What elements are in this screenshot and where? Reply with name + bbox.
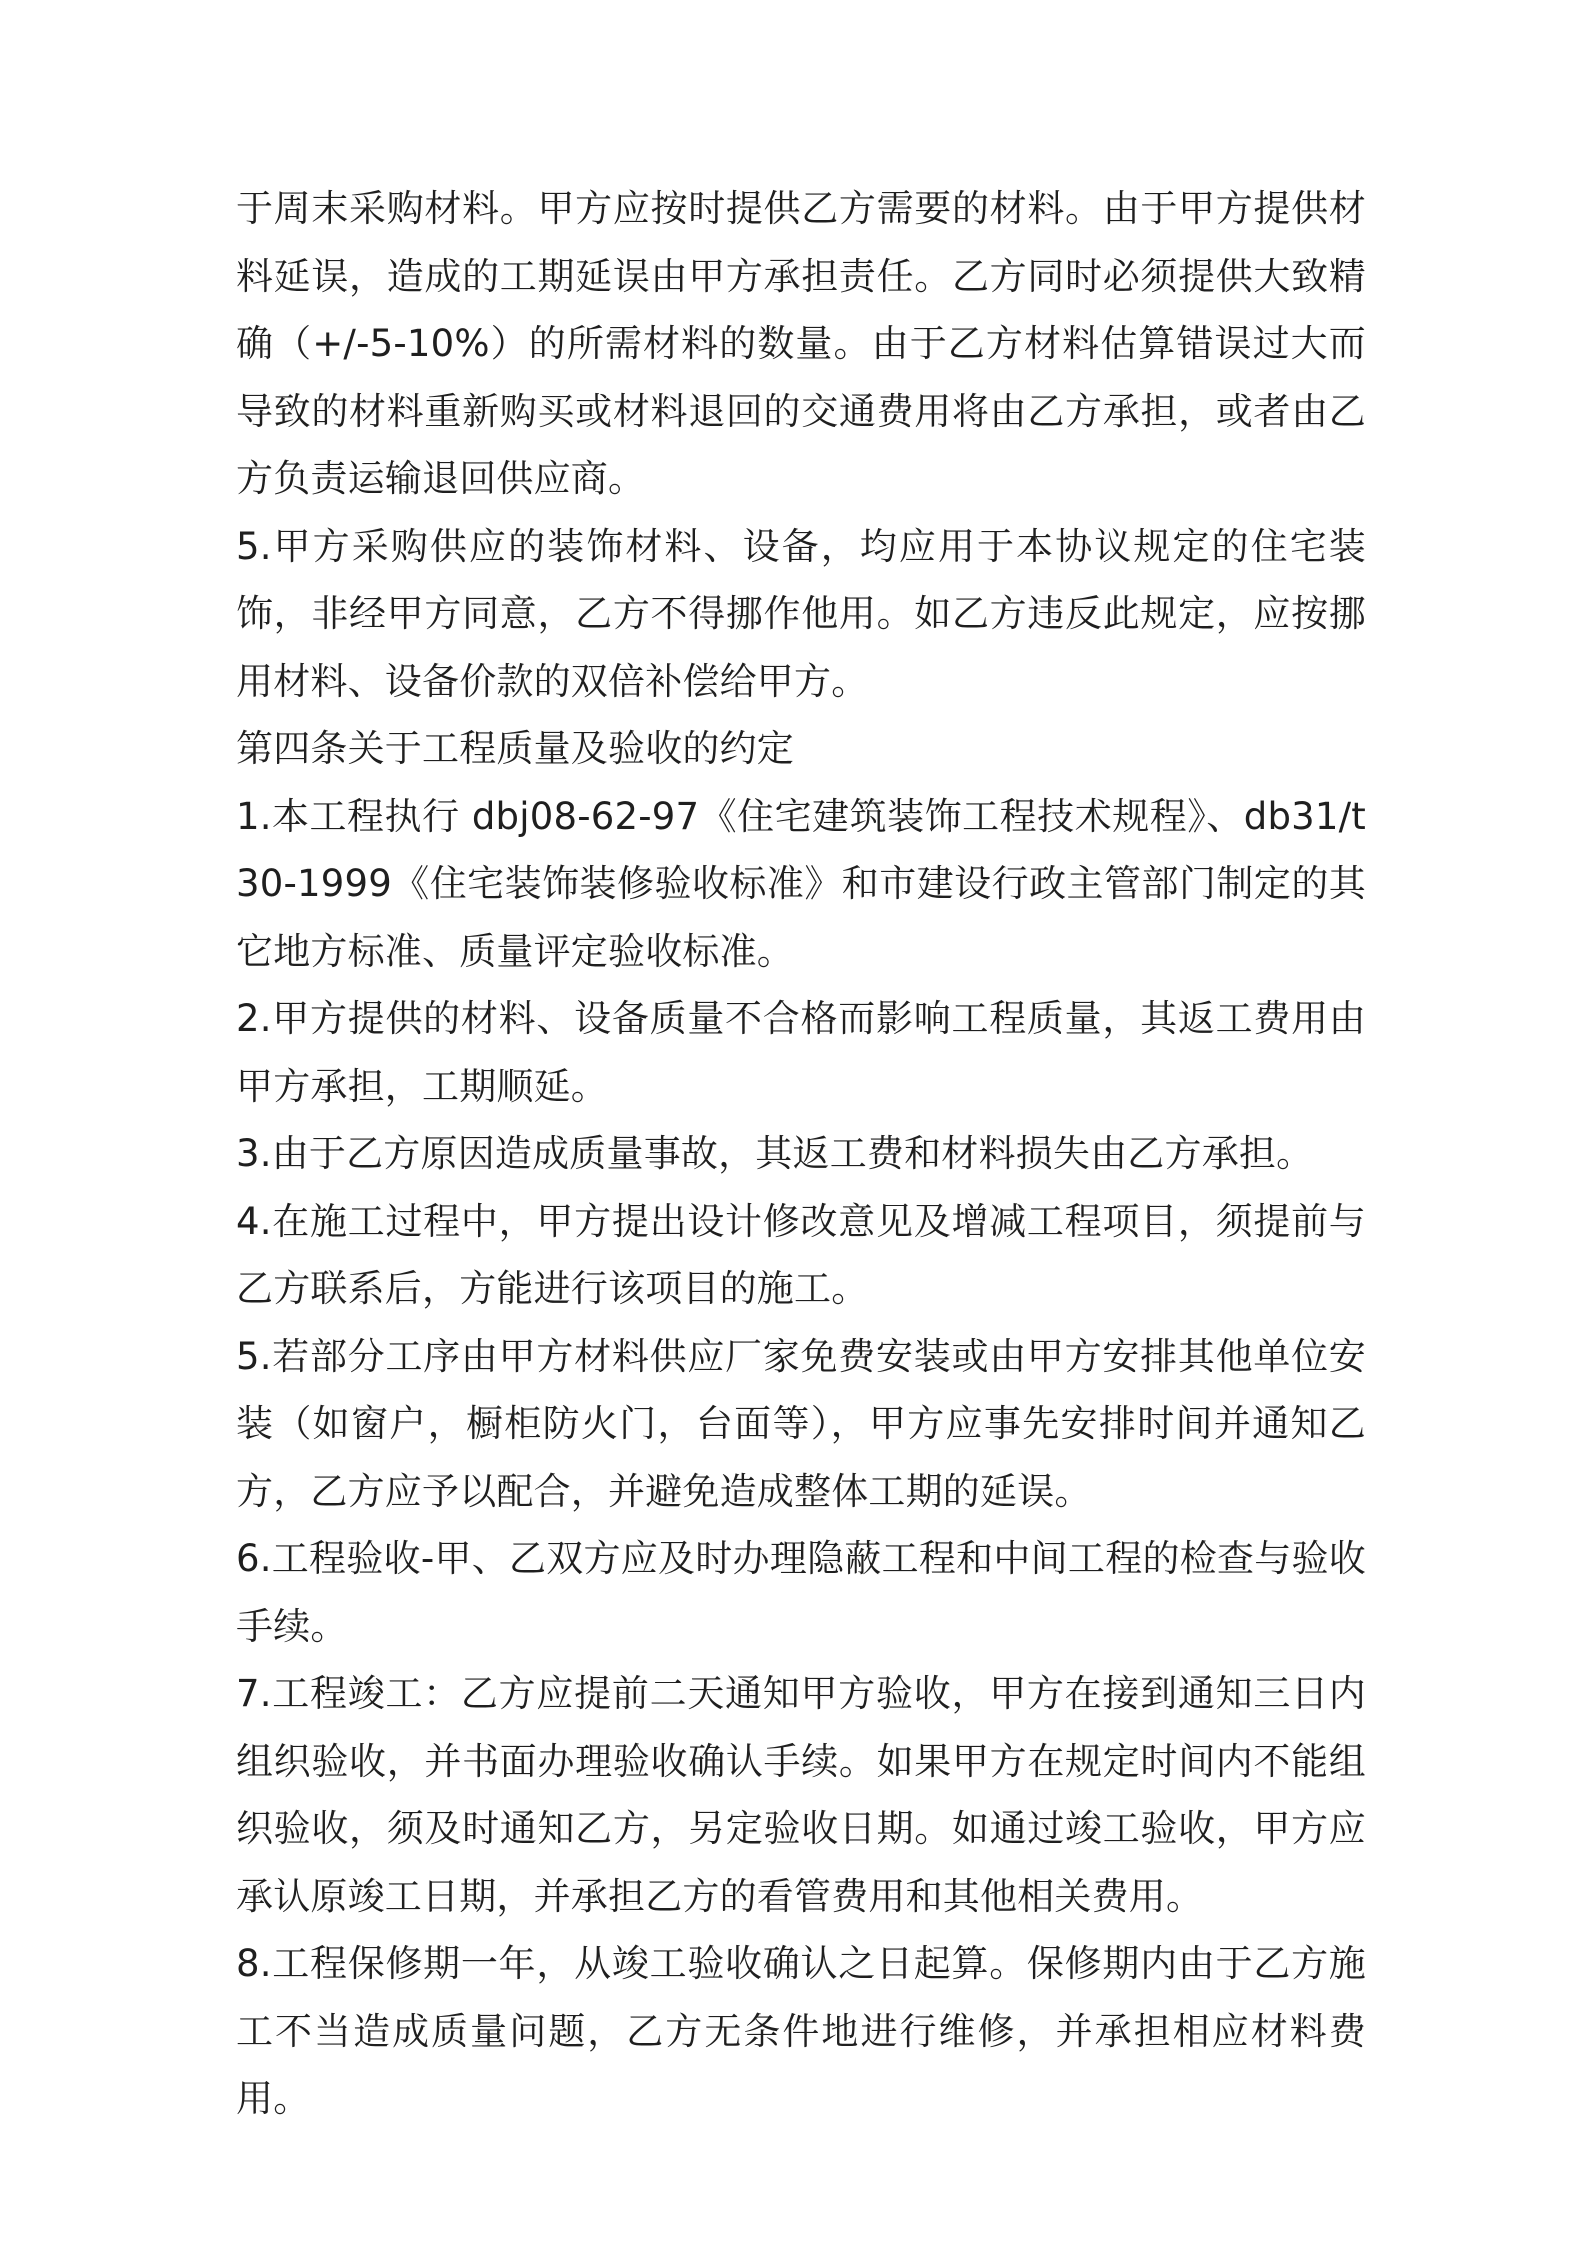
paragraph-item-7-completion: 7.工程竣工：乙方应提前二天通知甲方验收，甲方在接到通知三日内组织验收，并书面办理验收确认手续。如果甲方在规定时间内不能组织验收，须及时通知乙方，另定验收日期。如通过竣工验收，甲方应承认原竣工日期，并承担乙方的看管费用和其他相关费用。 [236,1672,1366,1918]
paragraph-item-2-quality: 2.甲方提供的材料、设备质量不合格而影响工程质量，其返工费用由甲方承担，工期顺延。 [236,997,1366,1108]
paragraph-item-5-materials: 5.甲方采购供应的装饰材料、设备，均应用于本协议规定的住宅装饰，非经甲方同意，乙方不得挪作他用。如乙方违反此规定，应按挪用材料、设备价款的双倍补偿给甲方。 [236,524,1366,703]
paragraph-item-3-accident: 3.由于乙方原因造成质量事故，其返工费和材料损失由乙方承担。 [236,1132,1314,1175]
paragraph-item-4-changes: 4.在施工过程中，甲方提出设计修改意见及增减工程项目，须提前与乙方联系后，方能进行该项目的施工。 [236,1199,1366,1310]
paragraph-material-delay: 于周末采购材料。甲方应按时提供乙方需要的材料。由于甲方提供材料延误，造成的工期延误由甲方承担责任。乙方同时必须提供大致精确（+/-5-10%）的所需材料的数量。由于乙方材料估算错误过大而导致的材料重新购买或材料退回的交通费用将由乙方承担，或者由乙方负责运输退回供应商。 [236,187,1366,500]
document-body [236,175,1366,2133]
section-heading-article-4: 第四条关于工程质量及验收的约定 [236,727,794,770]
paragraph-item-5-installation: 5.若部分工序由甲方材料供应厂家免费安装或由甲方安排其他单位安装（如窗户，橱柜防火门，台面等），甲方应事先安排时间并通知乙方，乙方应予以配合，并避免造成整体工期的延误。 [236,1334,1366,1513]
paragraph-item-8-warranty: 8.工程保修期一年，从竣工验收确认之日起算。保修期内由于乙方施工不当造成质量问题，乙方无条件地进行维修，并承担相应材料费用。 [236,1942,1366,2120]
paragraph-item-6-inspection: 6.工程验收-甲、乙双方应及时办理隐蔽工程和中间工程的检查与验收手续。 [236,1537,1366,1648]
paragraph-item-1-standards: 1.本工程执行 dbj08-62-97《住宅建筑装饰工程技术规程》、db31/t30-1999《住宅装饰装修验收标准》和市建设行政主管部门制定的其它地方标准、质量评定验收标准。 [236,794,1366,973]
